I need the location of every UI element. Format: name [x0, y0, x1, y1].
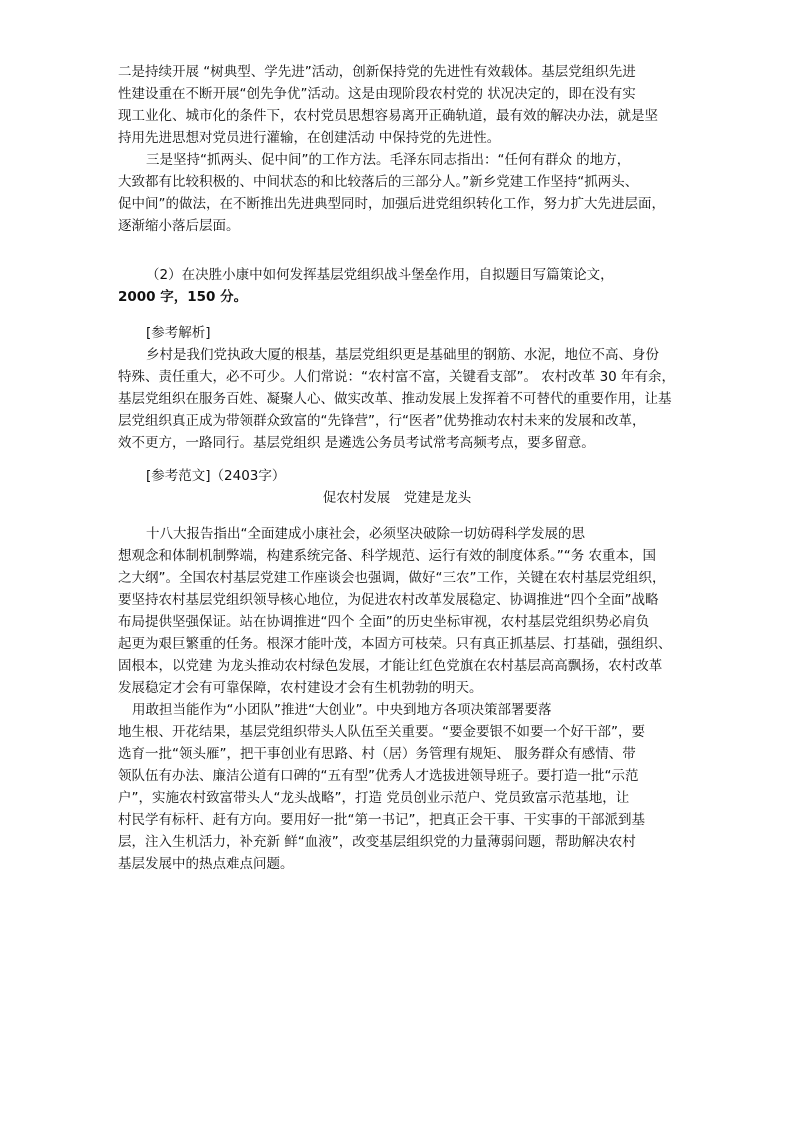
text-line: 选育一批“领头雁”，把干事创业有思路、村（居）务管理有规矩、 服务群众有感情、带 — [118, 746, 636, 762]
text-line: 促中间”的做法，在不断推出先进典型同时，加强后进党组织转化工作，努力扩大先进层面， — [118, 196, 665, 212]
text-line: 布局提供坚强保证。站在协调推进“四个 全面”的历史坐标审视，农村基层党组织势必肩负 — [118, 614, 650, 630]
text-line: 要坚持农村基层党组织领导核心地位，为促进农村改革发展稳定、协调推进“四个全面”战略 — [118, 592, 659, 608]
text-line: 性建设重在不断开展“创先争优”活动。这是由现阶段农村党的 状况决定的，即在没有实 — [118, 86, 636, 102]
text-line: 想观念和体制机制弊端，构建系统完备、科学规范、运行有效的制度体系。”“务 农重本，国 — [118, 548, 657, 564]
text-line: 现工业化、城市化的条件下，农村党员思想容易离开正确轨道，最有效的解决办法，就是坚 — [118, 108, 658, 124]
text-line: 效不更方，一路同行。基层党组织 是遴选公务员考试常考高频考点，要多留意。 — [118, 435, 595, 451]
question-line: 2000 字，150 分。 — [118, 289, 248, 305]
ref-essay-label: [参考范文]（2403字） — [146, 468, 286, 484]
text-line: 持用先进思想对党员进行灌输，在创建活动 中保持党的先进性。 — [118, 130, 501, 146]
text-line: 固根本，以党建 为龙头推动农村绿色发展，才能让红色党旗在农村基层高高飘扬，农村改革 — [118, 658, 663, 674]
text-line: 层，注入生机活力，补充新 鲜“血液”，改变基层组织党的力量薄弱问题，帮助解决农村 — [118, 834, 636, 850]
text-line: 领队伍有办法、廉洁公道有口碑的“五有型”优秀人才选拔进领导班子。要打造一批“示范 — [118, 768, 639, 784]
text-line: 十八大报告指出“全面建成小康社会，必须坚决破除一切妨碍科学发展的思 — [146, 526, 585, 542]
text-line: 发展稳定才会有可靠保障，农村建设才会有生机勃勃的明天。 — [118, 680, 483, 696]
text-line: 地生根、开花结果，基层党组织带头人队伍至关重要。“要金要银不如要一个好干部”，要 — [118, 724, 645, 740]
text-line: 大致都有比较积极的、中间状态的和比较落后的三部分人。”新乡党建工作坚持“抓两头、 — [118, 174, 639, 190]
text-line: 基层党组织在服务百姓、凝聚人心、做实改革、推动发展上发挥着不可替代的重要作用，让基 — [118, 391, 672, 407]
text-line: 逐渐缩小落后层面。 — [118, 218, 240, 234]
ref-analysis-label: [参考解析] — [146, 325, 211, 341]
text-line: 二是持续开展 “树典型、学先进”活动，创新保持党的先进性有效载体。基层党组织先进 — [118, 64, 636, 80]
text-line: 三是坚持“抓两头、促中间”的工作方法。毛泽东同志指出：“任何有群众 的地方， — [146, 152, 631, 168]
question-line: （2）在决胜小康中如何发挥基层党组织战斗堡垒作用，自拟题目写篇策论文， — [146, 267, 614, 283]
text-line: 基层发展中的热点难点问题。 — [118, 856, 294, 872]
text-line: 乡村是我们党执政大厦的根基，基层党组织更是基础里的钢筋、水泥，地位不高、身份 — [146, 347, 659, 363]
text-line: 村民学有标杆、赶有方向。要用好一批“第一书记”，把真正会干事、干实事的干部派到基 — [118, 812, 645, 828]
text-line: 用敢担当能作为“小团队”推进“大创业”。中央到地方各项决策部署要落 — [132, 702, 552, 718]
text-line: 层党组织真正成为带领群众致富的“先锋营”，行“医者”优势推动农村未来的发展和改革， — [118, 413, 646, 429]
text-line: 特殊、责任重大，必不可少。人们常说：“农村富不富，关键看支部”。 农村改革 30 年有余， — [118, 369, 676, 385]
text-line: 户”，实施农村致富带头人“龙头战略”，打造 党员创业示范户、党员致富示范基地，让 — [118, 790, 630, 806]
essay-title: 促农村发展 党建是龙头 — [322, 490, 472, 506]
text-line: 起更为艰巨繁重的任务。根深才能叶茂，本固方可枝荣。只有真正抓基层、打基础，强组织、 — [118, 636, 672, 652]
text-line: 之大纲”。全国农村基层党建工作座谈会也强调，做好“三农”工作，关键在农村基层党组织， — [118, 570, 666, 586]
